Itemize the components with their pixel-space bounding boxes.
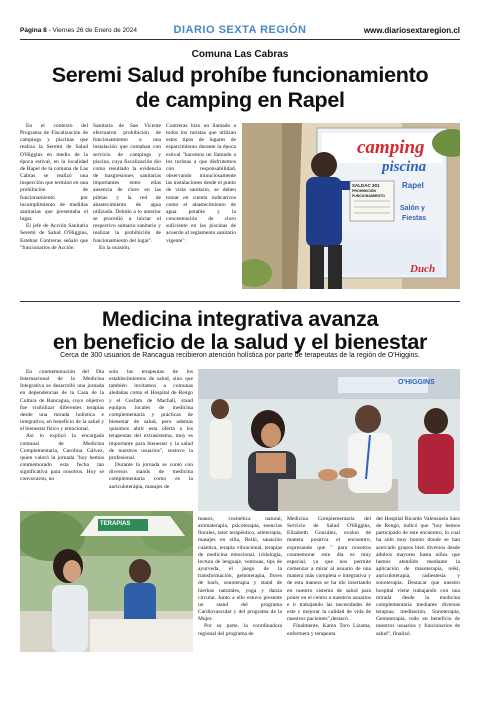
- article1-paragraph: En el contexto del Programa de Fiscalización de campings y piscinas que realiza la Seremi de Salud O'Higgins en medio de la época estival, en la localidad de Rapel de la comuna de Las Cabras se realizó una inspección que terminó en una prohibición de funcionamiento por incumplimiento de medidas sanitarias que presentaba el lugar.: [20, 123, 88, 223]
- website-link[interactable]: www.diariosextaregion.cl: [363, 26, 460, 35]
- article1-column-1: [20, 123, 88, 289]
- newspaper-title: DIARIO SEXTA REGIÓN: [173, 24, 307, 36]
- article2-column-1: [20, 369, 104, 505]
- article2-paragraph: En conmemoración del Día Internacional de la Medicina Integrativa se desarrolló una jornada en dependencias de la Casa de la Cultura de Rancagua, cuyo objetivo fue visibilizar diferentes terapias desde una mirada holística e integrativa, en beneficio de la salud y el bienestar físico y emocional.: [20, 369, 104, 433]
- article2-paragraph: Durante la jornada se contó con diversos stands de medicina complementaria como es la auriculoterapia, masajes de: [109, 462, 193, 490]
- photo-banner-text: O'HIGGINS: [398, 379, 435, 386]
- sign-duchas-text: Duch: [410, 263, 436, 275]
- notice-line-2: PROHIBICIÓN: [352, 189, 376, 193]
- article2-paragraph: Medicina Complementaria del Servicio de Salud O'Higgins, Elizabeth González, evaluó de manera positiva el encuentro, expresando que " para nosotros conmemorar este día es muy especial, ya que nos permite comenzar a mirar al usuario de una manera más completa e integrativa y de esta manera se ha ido insertando en nuestro sistema de salud para poner en el centro a nuestros usuarios e ir trabajando las necesidades de este y mejorar la calidad de vida de nuestros pacientes",destacó.: [287, 516, 371, 623]
- article1-paragraph: Contreras hizo un llamado a todos los turistas que utilizan estos tipos de lugares de esparcimiento durante la época estival "hacemos un llamado a los turistas a que disfrutemos con responsabilidad, observando minuciosamente las instalaciones desde el punto de vista sanitario, se deben tomar en cuenta indicativos como el abastecimiento de agua potable y la concentración de cloro suficiente en las piscinas de acuerdo al reglamento sanitario vigente".: [166, 123, 236, 244]
- page-label: Página 8: [20, 27, 47, 34]
- therapy-session-illustration: [198, 369, 460, 511]
- article2-column-3: [198, 516, 282, 656]
- stand-illustration: [20, 511, 193, 652]
- header-rule: [20, 39, 460, 40]
- sign-fiestas-text: Fiestas: [402, 215, 427, 222]
- sign-salon-text: Salón y: [400, 205, 425, 212]
- camping-sign-photo: [242, 123, 460, 289]
- stand-photo: [20, 511, 193, 652]
- article1-column-3: [166, 123, 236, 289]
- article2-paragraph: solo las terapeutas de los establecimientos de salud, sino que también invitamos a comunas aledañas como el Hospital de Rengo y el Cesfam de Machalí, stand equipos locales de medicina complementaria y prácticas de bienestar de salud, pero además quisimos abrir esta oferta a los terapeutas del extrasistema, muy es importante para bienestar y la salud de nuestros usuarios", sostuvo la profesional.: [109, 369, 193, 461]
- stand-banner-text: TERAPIAS: [100, 521, 131, 527]
- notice-line-1: SALDAC 301: [352, 183, 380, 188]
- article2-paragraph: Por su parte, la coordinadora regional del programa de: [198, 623, 282, 637]
- article1-paragraph: Sanitaria de San Vicente efectuaron prohibición de funcionamiento a una instalación que contaban con servicio de campings y piscina, cuya fiscalización dio como resultado la evidencia de trasgresiones sanitarias importantes entre ellas ausencia de cloro en las piletas y la red de abastecimiento de agua utilizada. Debido a lo anterior se procedió a iniciar el respectivo sumario sanitario y realizar la prohibición de funcionamiento del lugar".: [93, 123, 161, 244]
- sign-piscina-text: piscina: [382, 159, 427, 175]
- article2-paragraph: del Hospital Ricardo Valenzuela Sáez de Rengo, indicó que "hoy hemos participado de este encuentro, lo cual ha sido muy bonito donde se han acercado grupos bien diversos desde adultos mayores hasta niños que hemos atendido mediante la aplicación de masoterapia, reiki, auriculoterapia, radiestesia y sonoterapia. Destacar que nuestro hospital viene trabajando con una mirada desde la medicina complementaria mediante diversas terapias; meditación, Sonoterapia, Gemoterapia, todo en beneficio de nuestros usuarios y funcionarios de salud", finalizó.: [376, 516, 460, 637]
- article2-column-2: [109, 369, 193, 505]
- article1-headline-line2: de camping en Rapel: [135, 88, 345, 112]
- article2-paragraph: manos, cosmética natural, aromaterapia, psicoterapia, esencias florales, tarot terapéutico, arteterapia, masajes en silla, Reiki, sanación cuántica, terapia vibracional, terapias de medicina emocional, iridología, lectura de lenguaje, ventosas, tips de ayurveda, el juego de la transformación, gemoterapia, flores de bach, sonoterapia y stand de hierbas naturales, yoga y danza circular. Junto a ello estuvo presente un stand del programa Cardiovascular y del programa de la Mujer.: [198, 516, 282, 623]
- issue-date: - Viernes 26 de Enero de 2024: [46, 27, 137, 34]
- article1-kicker: Comuna Las Cabras: [191, 49, 289, 60]
- article2-headline-line1: Medicina integrativa avanza: [101, 307, 379, 331]
- article2-column-5: [376, 516, 460, 656]
- article1-headline-line1: Seremi Salud prohíbe funcionamiento: [51, 63, 429, 87]
- article1-paragraph: El jefe de Acción Sanitaria Seremi de Salud O'Higgins, Esteban Contreras señaló que "funcionarios de Acción: [20, 223, 88, 251]
- sign-camping-text: camping: [357, 137, 425, 158]
- article2-paragraph: Finalmente, Karen Toro Lizama, enfermera y terapeuta: [287, 623, 371, 637]
- article1-column-2: [93, 123, 161, 289]
- therapy-session-photo: [198, 369, 460, 511]
- article2-headline-line2: en beneficio de la salud y el bienestar: [52, 330, 428, 354]
- notice-line-3: FUNCIONAMIENTO: [352, 194, 385, 198]
- article2-column-4: [287, 516, 371, 656]
- section-divider: [20, 301, 460, 302]
- sign-rapel-text: Rapel: [402, 181, 424, 190]
- article1-paragraph: En la ocasión,: [99, 244, 131, 251]
- article2-paragraph: Así lo explicó la encargada comunal de Medicina Complementaria, Carolina Gálvez, quien valoró la jornada "hoy hemos conmemorado esta fecha tan significativa para nosotros. Hoy se convocaron, no: [20, 433, 104, 483]
- article2-subhead: Cerca de 300 usuarios de Rancagua recibieron atención holística por parte de terapeutas de la región de O'Higgins.: [60, 352, 420, 359]
